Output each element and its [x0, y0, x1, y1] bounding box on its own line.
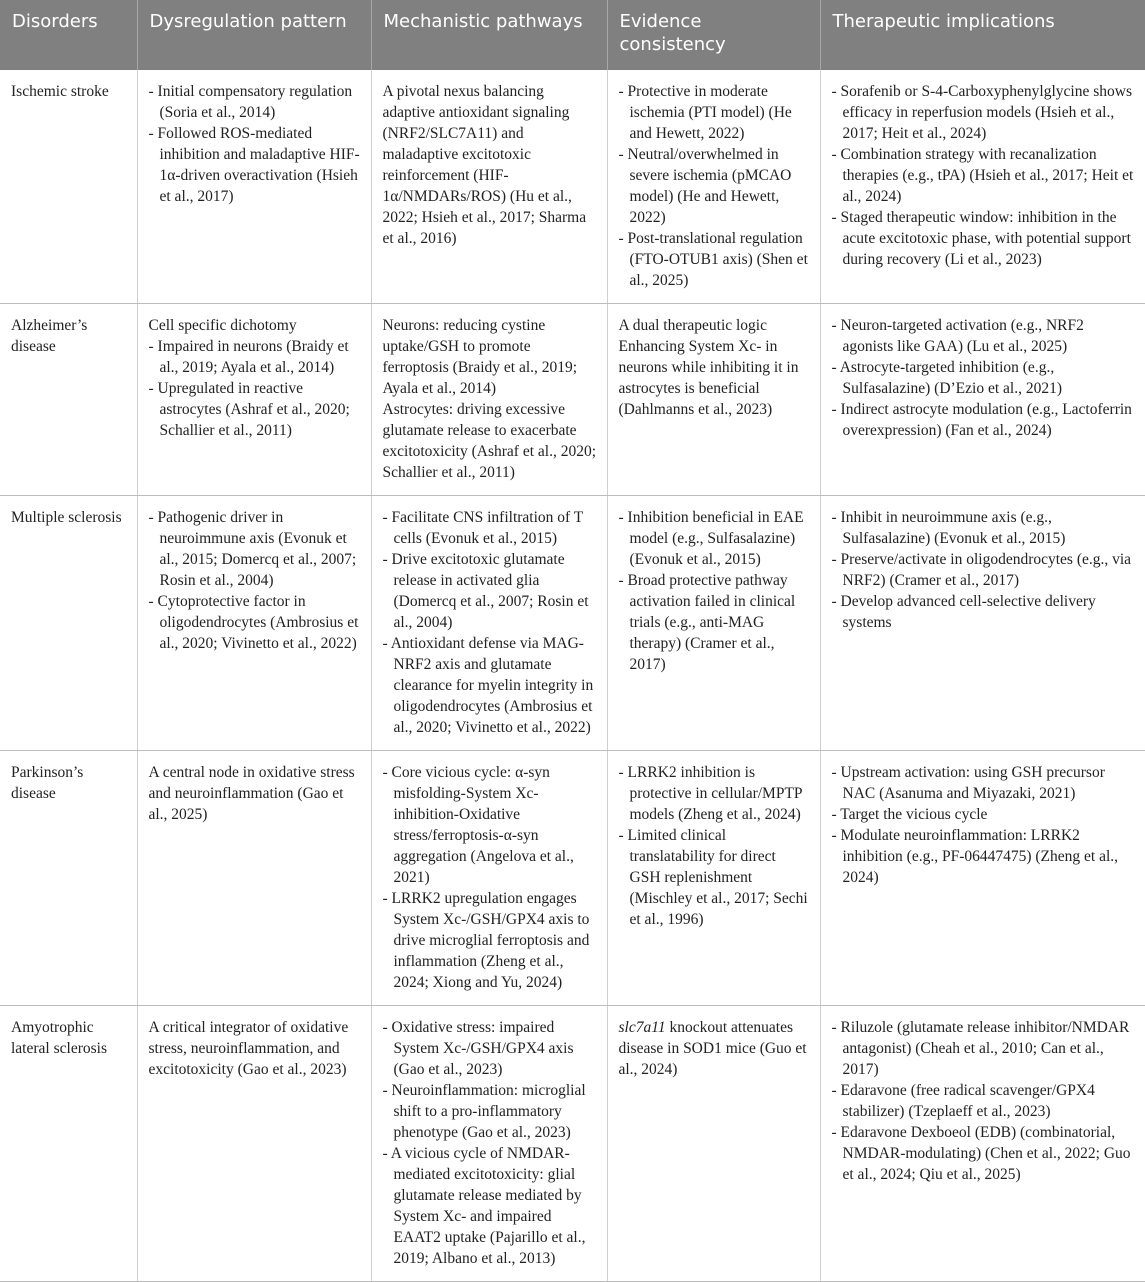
gene-name: slc7a11 — [618, 1019, 666, 1036]
list-item: - Oxidative stress: impaired System Xc-/GSH/GPX4 axis (Gao et al., 2023) — [383, 1017, 597, 1080]
cell-text-body: Cell specific dichotomy — [148, 317, 297, 334]
list-item: - Neuron-targeted activation (e.g., NRF2 agonists like GAA) (Lu et al., 2025) — [832, 315, 1136, 357]
evidence-consistency-cell — [607, 496, 820, 751]
disorder-cell: Amyotrophic lateral sclerosis — [0, 1006, 137, 1282]
list-item: - Astrocyte-targeted inhibition (e.g., Sulfasalazine) (D’Ezio et al., 2021) — [832, 357, 1136, 399]
list-item: - Post-translational regulation (FTO-OTUB1 axis) (Shen et al., 2025) — [619, 228, 810, 291]
disorder-cell: Alzheimer’s disease — [0, 304, 137, 496]
list-item: - Develop advanced cell-selective delivery systems — [832, 591, 1136, 633]
list-item: - Broad protective pathway activation failed in clinical trials (e.g., anti-MAG therapy) (Cramer et al., 2017) — [619, 570, 810, 675]
dysregulation-pattern-cell — [137, 496, 371, 751]
mechanistic-pathways-cell — [371, 304, 607, 496]
list-item: - Staged therapeutic window: inhibition in the acute excitotoxic phase, with potential support during recovery (Li et al., 2023) — [832, 207, 1136, 270]
list-item: - LRRK2 inhibition is protective in cellular/MPTP models (Zheng et al., 2024) — [619, 762, 810, 825]
cell-text-body: knockout attenuates disease in SOD1 mice (Guo et al., 2024) — [618, 1019, 807, 1078]
list-item: - Upregulated in reactive astrocytes (Ashraf et al., 2020; Schallier et al., 2011) — [149, 378, 361, 441]
disorder-cell: Ischemic stroke — [0, 70, 137, 304]
cell-text-body: A pivotal nexus balancing adaptive antioxidant signaling (NRF2/SLC7A11) and maladaptive excitotoxic reinforcement (HIF-1α/NMDARs/ROS) (Hu et al., 2022; Hsieh et al., 2017; Sharma et al., 2016) — [382, 83, 587, 247]
mechanistic-pathways-cell — [371, 751, 607, 1006]
cell-text — [383, 81, 597, 249]
therapeutic-implications-cell — [820, 304, 1145, 496]
list-item: - Modulate neuroinflammation: LRRK2 inhibition (e.g., PF-06447475) (Zheng et al., 2024) — [832, 825, 1136, 888]
cell-text — [149, 315, 361, 336]
table-row — [0, 751, 1145, 1006]
list-item: - Preserve/activate in oligodendrocytes (e.g., via NRF2) (Cramer et al., 2017) — [832, 549, 1136, 591]
list-item: - Target the vicious cycle — [832, 804, 1136, 825]
cell-text — [383, 315, 597, 483]
evidence-consistency-cell — [607, 751, 820, 1006]
mechanistic-pathways-cell — [371, 1006, 607, 1282]
list-item: - Facilitate CNS infiltration of T cells (Evonuk et al., 2015) — [383, 507, 597, 549]
list-item: - Limited clinical translatability for direct GSH replenishment (Mischley et al., 2017; Sechi et al., 1996) — [619, 825, 810, 930]
mechanistic-pathways-cell — [371, 496, 607, 751]
list-item: - Cytoprotective factor in oligodendrocytes (Ambrosius et al., 2020; Vivinetto et al., 2022) — [149, 591, 361, 654]
list-item: - A vicious cycle of NMDAR-mediated excitotoxicity: glial glutamate release mediated by System Xc- and impaired EAAT2 uptake (Pajarillo et al., 2019; Albano et al., 2013) — [383, 1143, 597, 1269]
header-row — [0, 0, 1145, 70]
column-header-dysregulation-pattern: Dysregulation pattern — [137, 0, 371, 70]
cell-text — [149, 1017, 361, 1080]
cell-text — [619, 1017, 810, 1080]
dysregulation-pattern-cell — [137, 304, 371, 496]
table-row — [0, 496, 1145, 751]
list-item: - LRRK2 upregulation engages System Xc-/GSH/GPX4 axis to drive microglial ferroptosis and inflammation (Zheng et al., 2024; Xiong and Yu, 2024) — [383, 888, 597, 993]
cell-text — [619, 315, 810, 420]
list-item: - Impaired in neurons (Braidy et al., 2019; Ayala et al., 2014) — [149, 336, 361, 378]
list-item: - Indirect astrocyte modulation (e.g., Lactoferrin overexpression) (Fan et al., 2024) — [832, 399, 1136, 441]
dysregulation-pattern-cell — [137, 1006, 371, 1282]
list-item: - Followed ROS-mediated inhibition and maladaptive HIF-1α-driven overactivation (Hsieh et al., 2017) — [149, 123, 361, 207]
list-item: - Drive excitotoxic glutamate release in activated glia (Domercq et al., 2007; Rosin et al., 2004) — [383, 549, 597, 633]
evidence-consistency-cell — [607, 1006, 820, 1282]
therapeutic-implications-cell — [820, 496, 1145, 751]
therapeutic-implications-cell — [820, 70, 1145, 304]
cell-text-body: Neurons: reducing cystine uptake/GSH to promote ferroptosis (Braidy et al., 2019; Ayala et al., 2014) Astrocytes: driving excessive glutamate release to exacerbate excitotoxicity (Ashraf et al., 2020; Schallier et al., 2011) — [382, 317, 596, 481]
column-header-mechanistic-pathways: Mechanistic pathways — [371, 0, 607, 70]
list-item: - Upstream activation: using GSH precursor NAC (Asanuma and Miyazaki, 2021) — [832, 762, 1136, 804]
cell-text-body: A dual therapeutic logic Enhancing System Xc- in neurons while inhibiting it in astrocytes is beneficial (Dahlmanns et al., 2023) — [618, 317, 799, 418]
disorder-cell: Parkinson’s disease — [0, 751, 137, 1006]
therapeutic-implications-cell — [820, 751, 1145, 1006]
cell-text — [149, 762, 361, 825]
list-item: - Pathogenic driver in neuroimmune axis (Evonuk et al., 2015; Domercq et al., 2007; Rosin et al., 2004) — [149, 507, 361, 591]
cell-text-body: A central node in oxidative stress and neuroinflammation (Gao et al., 2025) — [148, 764, 355, 823]
list-item: - Inhibition beneficial in EAE model (e.g., Sulfasalazine) (Evonuk et al., 2015) — [619, 507, 810, 570]
list-item: - Combination strategy with recanalization therapies (e.g., tPA) (Hsieh et al., 2017; Heit et al., 2024) — [832, 144, 1136, 207]
disorder-cell: Multiple sclerosis — [0, 496, 137, 751]
cell-text-body: A critical integrator of oxidative stress, neuroinflammation, and excitotoxicity (Gao et al., 2023) — [148, 1019, 349, 1078]
evidence-consistency-cell — [607, 70, 820, 304]
dysregulation-pattern-cell — [137, 70, 371, 304]
list-item: - Initial compensatory regulation (Soria et al., 2014) — [149, 81, 361, 123]
evidence-consistency-cell — [607, 304, 820, 496]
column-header-therapeutic-implications: Therapeutic implications — [820, 0, 1145, 70]
mechanistic-pathways-cell — [371, 70, 607, 304]
column-header-evidence-consistency: Evidence consistency — [607, 0, 820, 70]
list-item: - Neutral/overwhelmed in severe ischemia (pMCAO model) (He and Hewett, 2022) — [619, 144, 810, 228]
column-header-disorders: Disorders — [0, 0, 137, 70]
list-item: - Inhibit in neuroimmune axis (e.g., Sulfasalazine) (Evonuk et al., 2015) — [832, 507, 1136, 549]
table-row — [0, 1006, 1145, 1282]
list-item: - Riluzole (glutamate release inhibitor/NMDAR antagonist) (Cheah et al., 2010; Can et al., 2017) — [832, 1017, 1136, 1080]
list-item: - Edaravone (free radical scavenger/GPX4 stabilizer) (Tzeplaeff et al., 2023) — [832, 1080, 1136, 1122]
list-item: - Antioxidant defense via MAG-NRF2 axis and glutamate clearance for myelin integrity in oligodendrocytes (Ambrosius et al., 2020; Vivinetto et al., 2022) — [383, 633, 597, 738]
table-row — [0, 70, 1145, 304]
list-item: - Sorafenib or S-4-Carboxyphenylglycine shows efficacy in reperfusion models (Hsieh et al., 2017; Heit et al., 2024) — [832, 81, 1136, 144]
list-item: - Neuroinflammation: microglial shift to a pro-inflammatory phenotype (Gao et al., 2023) — [383, 1080, 597, 1143]
table-row — [0, 304, 1145, 496]
therapeutic-implications-cell — [820, 1006, 1145, 1282]
dysregulation-pattern-cell — [137, 751, 371, 1006]
list-item: - Edaravone Dexboeol (EDB) (combinatorial, NMDAR-modulating) (Chen et al., 2022; Guo et al., 2024; Qiu et al., 2025) — [832, 1122, 1136, 1185]
list-item: - Protective in moderate ischemia (PTI model) (He and Hewett, 2022) — [619, 81, 810, 144]
list-item: - Core vicious cycle: α-syn misfolding-System Xc-inhibition-Oxidative stress/ferroptosis-α-syn aggregation (Angelova et al., 2021) — [383, 762, 597, 888]
